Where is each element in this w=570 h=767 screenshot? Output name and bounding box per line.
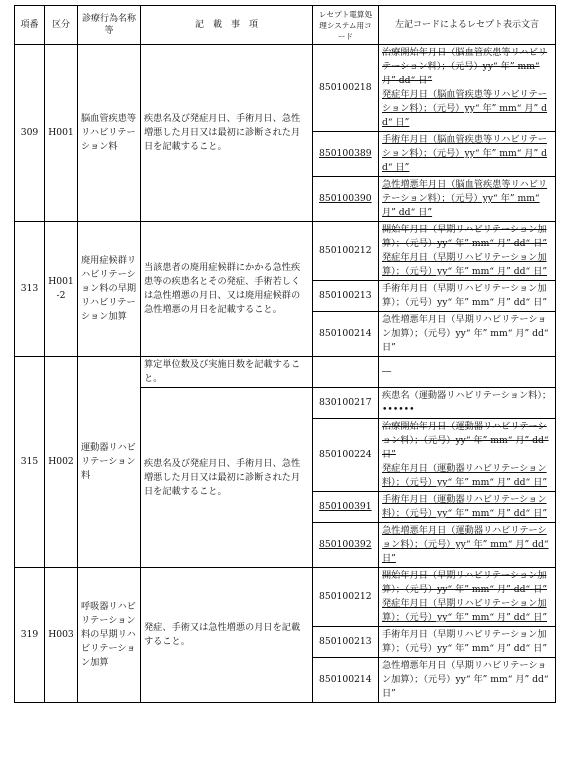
- display-cell: [379, 45, 556, 132]
- display-line: 発症年月日（早期リハビリテーション加算）；（元号）yy“ 年” mm“ 月” dd“ 日”: [382, 252, 548, 277]
- code-cell: 850100214: [313, 658, 379, 703]
- display-cell: [379, 177, 556, 222]
- item-number: 309: [15, 45, 45, 222]
- table-row: [15, 45, 556, 132]
- display-cell: [379, 419, 556, 492]
- receipt-code-table: [14, 5, 556, 703]
- header-category: 区分: [45, 6, 78, 45]
- header-num: 項番: [15, 6, 45, 45]
- display-line: 急性増悪年月日（早期リハビリテーション加算）；（元号）yy“ 年” mm“ 月” dd“ 日”: [382, 660, 549, 699]
- item-notes: 疾患名及び発症月日、手術月日、急性増悪した月日又は最初に診断された月日を記載すること。: [141, 45, 313, 222]
- item-category: H002: [45, 357, 78, 568]
- display-cell: [379, 132, 556, 177]
- code-cell: 850100218: [313, 45, 379, 132]
- display-line-struck: 開始年月日（早期リハビリテーション加算）；（元号）yy“ 年” mm“ 月” dd“ 日”: [382, 224, 548, 249]
- code-cell-empty: [313, 357, 379, 388]
- display-cell: [379, 568, 556, 627]
- display-cell: [379, 523, 556, 568]
- display-line-struck: 治療開始年月日（運動器リハビリテーション料）；（元号）yy“ 年” mm“ 月” dd“ 日”: [382, 421, 549, 460]
- display-line: 急性増悪年月日（運動器リハビリテーション料）；（元号）yy“ 年” mm“ 月” dd“ 日”: [382, 525, 549, 564]
- item-category: H001-2: [45, 222, 78, 357]
- display-line: 発症年月日（脳血管疾患等リハビリテーション料）；（元号）yy“ 年” mm“ 月” dd“ 日”: [382, 89, 548, 128]
- display-line: 手術年月日（早期リハビリテーション加算）；（元号）yy“ 年” mm“ 月” dd“ 日”: [382, 629, 548, 654]
- display-line: 発症年月日（運動器リハビリテーション料）；（元号）yy“ 年” mm“ 月” dd“ 日”: [382, 463, 548, 488]
- item-number: 319: [15, 568, 45, 703]
- table-row: [15, 568, 556, 627]
- table-row: [15, 222, 556, 281]
- display-line: 手術年月日（早期リハビリテーション加算）；（元号）yy“ 年” mm“ 月” dd“ 日”: [382, 283, 548, 308]
- code-cell: 850100213: [313, 627, 379, 658]
- display-line: 急性増悪年月日（脳血管疾患等リハビリテーション料）；（元号）yy“ 年” mm“ 月” dd“ 日”: [382, 179, 548, 218]
- display-line-struck: 治療開始年月日（脳血管疾患等リハビリテーション料）；（元号）yy“ 年” mm“ 月” dd“ 日”: [382, 47, 548, 86]
- code-cell: 850100212: [313, 568, 379, 627]
- item-act-name: 脳血管疾患等リハビリテーション料: [78, 45, 141, 222]
- item-notes: 疾患名及び発症月日、手術月日、急性増悪した月日又は最初に診断された月日を記載すること。: [141, 388, 313, 568]
- item-act-name: 呼吸器リハビリテーション料の早期リハビリテーション加算: [78, 568, 141, 703]
- display-cell: [379, 627, 556, 658]
- display-line: 発症年月日（早期リハビリテーション加算）；（元号）yy“ 年” mm“ 月” dd“ 日”: [382, 598, 548, 623]
- code-cell: 850100213: [313, 281, 379, 312]
- code-cell: 850100391: [313, 492, 379, 523]
- display-cell: [379, 492, 556, 523]
- item-notes: 発症、手術又は急性増悪の月日を記載すること。: [141, 568, 313, 703]
- item-number: 315: [15, 357, 45, 568]
- display-line: 手術年月日（脳血管疾患等リハビリテーション料）；（元号）yy“ 年” mm“ 月” dd“ 日”: [382, 134, 548, 173]
- code-cell: 850100214: [313, 312, 379, 357]
- display-cell: [379, 312, 556, 357]
- header-display: 左記コードによるレセプト表示文言: [379, 6, 556, 45]
- display-cell: [379, 281, 556, 312]
- display-line: 急性増悪年月日（早期リハビリテーション加算）；（元号）yy“ 年” mm“ 月” dd“ 日”: [382, 314, 549, 353]
- header-act: 診療行為名称等: [78, 6, 141, 45]
- header-notes: 記 載 事 項: [141, 6, 313, 45]
- display-cell: [379, 388, 556, 419]
- item-act-name: 廃用症候群リハビリテーション料の早期リハビリテーション加算: [78, 222, 141, 357]
- display-cell: [379, 658, 556, 703]
- display-cell: [379, 222, 556, 281]
- display-line: 手術年月日（運動器リハビリテーション料）；（元号）yy“ 年” mm“ 月” dd“ 日”: [382, 494, 548, 519]
- code-cell: 850100392: [313, 523, 379, 568]
- item-notes: 算定単位数及び実施日数を記載すること。: [141, 357, 313, 388]
- header-code: レセプト電算処理システム用コード: [313, 6, 379, 45]
- display-line-struck: 開始年月日（早期リハビリテーション加算）；（元号）yy“ 年” mm“ 月” dd“ 日”: [382, 570, 548, 595]
- display-cell: ―: [379, 357, 556, 388]
- item-act-name: 運動器リハビリテーション料: [78, 357, 141, 568]
- item-category: H001: [45, 45, 78, 222]
- header-row: [15, 6, 556, 45]
- display-line: 疾患名（運動器リハビリテーション料）；••••••: [382, 390, 552, 415]
- item-category: H003: [45, 568, 78, 703]
- code-cell: 850100212: [313, 222, 379, 281]
- code-cell: 830100217: [313, 388, 379, 419]
- code-cell: 850100389: [313, 132, 379, 177]
- item-number: 313: [15, 222, 45, 357]
- item-notes: 当該患者の廃用症候群にかかる急性疾患等の疾患名とその発症、手術若しくは急性増悪の月日、又は廃用症候群の急性増悪の月日を記載すること。: [141, 222, 313, 357]
- table-row: [15, 357, 556, 388]
- code-cell: 850100224: [313, 419, 379, 492]
- code-cell: 850100390: [313, 177, 379, 222]
